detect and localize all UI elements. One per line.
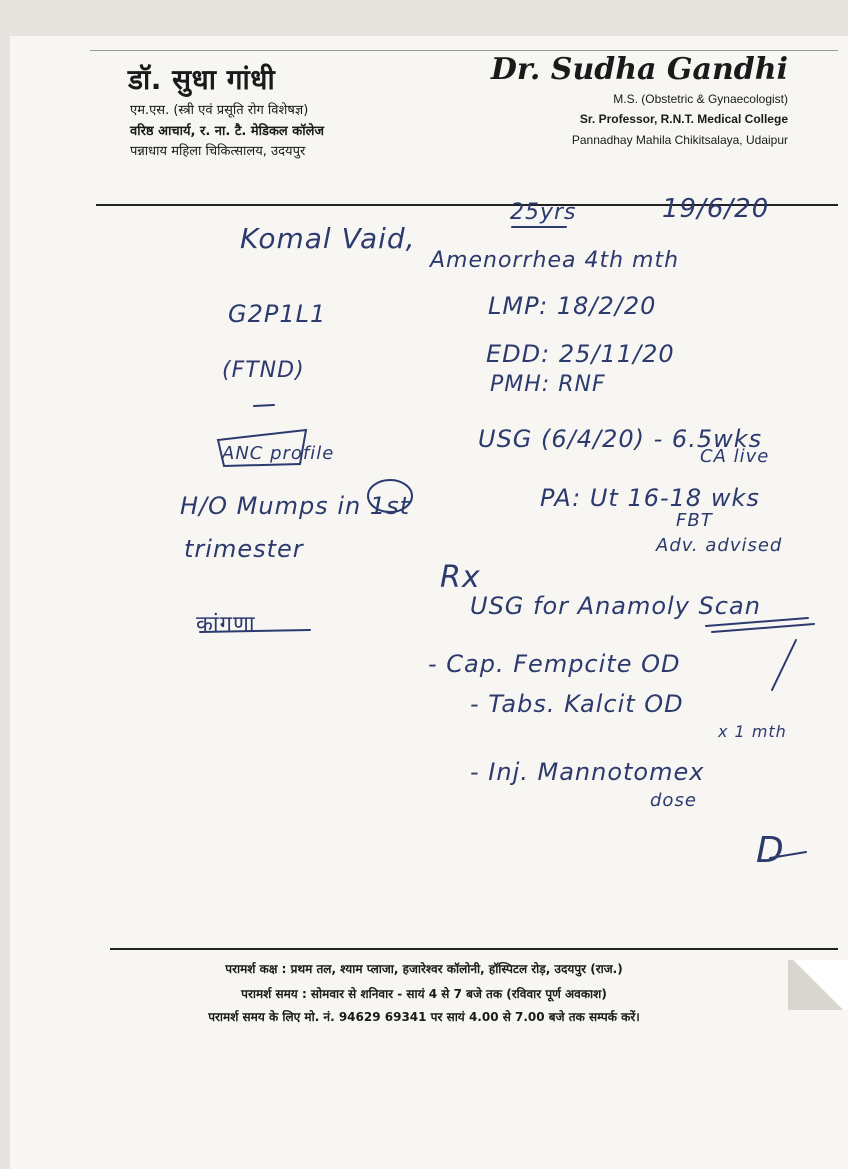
advised-note: Adv. advised xyxy=(656,535,783,556)
medication-2: - Tabs. Kalcit OD xyxy=(470,690,684,718)
usg-note: USG (6/4/20) - 6.5wks xyxy=(478,425,763,453)
anc-profile-note: ANC profile xyxy=(222,443,335,464)
doctor-initial: D xyxy=(756,830,785,871)
patient-name: Komal Vaid, xyxy=(240,222,416,255)
qualification-english: M.S. (Obstetric & Gynaecologist) xyxy=(613,92,788,106)
patient-age: 25yrs xyxy=(510,200,577,225)
prescription-date: 19/6/20 xyxy=(662,194,770,224)
medication-3: - Inj. Mannotomex xyxy=(470,758,705,786)
doctor-name-hindi: डॉ. सुधा गांधी xyxy=(128,63,276,96)
hindi-handwritten-note: कांगणा xyxy=(196,612,256,637)
designation-hindi: वरिष्ठ आचार्य, र. ना. टै. मेडिकल कॉलेज xyxy=(130,124,325,139)
page-fold xyxy=(788,960,848,1010)
trimester-note: trimester xyxy=(184,535,304,563)
hindi-note-line xyxy=(200,630,310,632)
usg-result: CA live xyxy=(700,446,770,467)
designation-english: Sr. Professor, R.N.T. Medical College xyxy=(579,112,788,126)
mumps-circle xyxy=(368,480,412,512)
appointment-contact: परामर्श समय के लिए मो. नं. 94629 69341 पर सायं 4.00 से 7.00 बजे तक सम्पर्क करें। xyxy=(208,1010,640,1024)
dash-mark xyxy=(254,405,274,406)
edd-note: EDD: 25/11/20 xyxy=(486,340,675,368)
anc-box xyxy=(218,430,306,466)
delivery-history: (FTND) xyxy=(222,358,305,383)
gravida-note: G2P1L1 xyxy=(228,300,327,328)
consulting-hours: परामर्श समय : सोमवार से शनिवार - सायं 4 से 7 बजे तक (रविवार पूर्ण अवकाश) xyxy=(241,987,607,1001)
pmh-note: PMH: RNF xyxy=(490,372,606,397)
qualification-hindi: एम.एस. (स्त्री एवं प्रसूति रोग विशेषज्ञ) xyxy=(130,103,309,118)
mumps-history: H/O Mumps in 1st xyxy=(180,492,411,520)
amenorrhea-note: Amenorrhea 4th mth xyxy=(430,248,680,273)
med-slash xyxy=(772,640,796,690)
rx-symbol: Rx xyxy=(440,560,481,595)
lmp-note: LMP: 18/2/20 xyxy=(488,292,657,320)
initial-tail xyxy=(770,852,806,858)
fbt-note: FBT xyxy=(676,510,713,531)
medication-1: - Cap. Fempcite OD xyxy=(428,650,681,678)
medication-2-duration: x 1 mth xyxy=(718,722,787,741)
clinic-address: परामर्श कक्ष : प्रथम तल, श्याम प्लाजा, हजारेश्वर कॉलोनी, हॉस्पिटल रोड़, उदयपुर (राज.) xyxy=(225,962,623,976)
doctor-name-english: Dr. Sudha Gandhi xyxy=(490,52,788,87)
usg-anomaly-order: USG for Anamoly Scan xyxy=(470,592,761,620)
footer-divider xyxy=(110,948,838,950)
hospital-hindi: पन्नाधाय महिला चिकित्सालय, उदयपुर xyxy=(130,144,306,159)
medication-3-dose: dose xyxy=(650,790,697,811)
pa-exam-note: PA: Ut 16-18 wks xyxy=(540,484,760,512)
hospital-english: Pannadhay Mahila Chikitsalaya, Udaipur xyxy=(571,133,788,147)
